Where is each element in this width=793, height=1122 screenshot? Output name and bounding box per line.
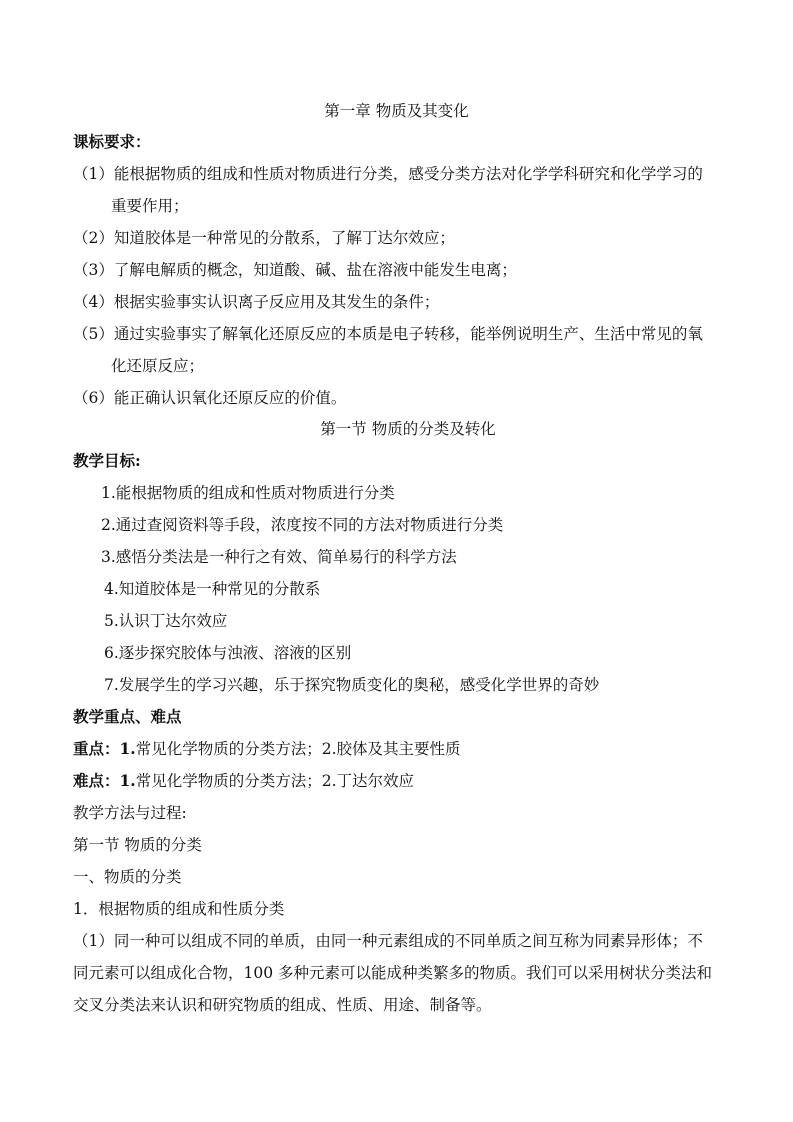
- item-number: （6）: [73, 389, 114, 407]
- objective-item-1: 1.能根据物质的组成和性质对物质进行分类: [101, 484, 395, 502]
- item-number: （4）: [73, 293, 114, 311]
- method-section-title: 第一节 物质的分类: [73, 836, 202, 854]
- item-number: （1）: [73, 165, 114, 183]
- item-text: 知道胶体是一种常见的分散系，了解丁达尔效应；: [113, 229, 455, 247]
- method-heading: 教学方法与过程:: [73, 804, 187, 822]
- curriculum-item-4: [73, 291, 439, 313]
- difficult-text: 常见化学物质的分类方法；2.丁达尔效应: [135, 772, 414, 790]
- objective-item-4: 4.知道胶体是一种常见的分散系: [104, 580, 321, 598]
- method-paragraph-line-1: （1）同一种可以组成不同的单质，由同一种元素组成的不同单质之间互称为同素异形体；不: [73, 932, 703, 950]
- curriculum-item-5: [73, 323, 703, 345]
- curriculum-item-2: [73, 227, 455, 249]
- key-text: 常见化学物质的分类方法；2.胶体及其主要性质: [135, 740, 461, 758]
- curriculum-item-6: [73, 387, 346, 409]
- curriculum-item-3: [73, 259, 517, 281]
- key-text-number: 1.: [119, 739, 136, 758]
- curriculum-item-1: [73, 163, 703, 185]
- curriculum-item-1-continuation: 重要作用；: [111, 197, 189, 215]
- key-point-line: [73, 738, 461, 760]
- method-paragraph-line-2: 同元素可以组成化合物，100 多种元素可以能成种类繁多的物质。我们可以采用树状分类法和: [73, 964, 713, 982]
- section-title: 第一节 物质的分类及转化: [320, 420, 496, 438]
- method-part-title: 一、物质的分类: [73, 868, 182, 886]
- difficult-point-line: [73, 770, 414, 792]
- curriculum-heading: 课标要求：: [73, 132, 151, 151]
- chapter-title: 第一章 物质及其变化: [324, 102, 469, 120]
- item-text: 通过实验事实了解氧化还原反应的本质是电子转移，能举例说明生产、生活中常见的氧: [113, 325, 703, 343]
- objective-item-2: 2.通过查阅资料等手段，浓度按不同的方法对物质进行分类: [101, 516, 504, 534]
- item-text: 根据实验事实认识离子反应用及其发生的条件；: [113, 293, 440, 311]
- item-number: （2）: [73, 229, 114, 247]
- objective-item-3: 3.感悟分类法是一种行之有效、简单易行的科学方法: [101, 548, 457, 566]
- difficult-text-number: 1.: [119, 771, 136, 790]
- item-number: （5）: [73, 325, 114, 343]
- curriculum-item-5-continuation: 化还原反应；: [111, 357, 205, 375]
- key-label: 重点：: [73, 739, 120, 758]
- objective-item-7: 7.发展学生的学习兴趣，乐于探究物质变化的奥秘，感受化学世界的奇妙: [104, 676, 600, 694]
- key-points-heading: 教学重点、难点: [73, 707, 182, 726]
- item-number: （3）: [73, 261, 114, 279]
- objectives-heading: 教学目标:: [73, 451, 141, 470]
- difficult-label: 难点：: [73, 771, 120, 790]
- method-sub-title: 1．根据物质的组成和性质分类: [73, 900, 285, 918]
- item-text: 能正确认识氧化还原反应的价值。: [113, 389, 347, 407]
- item-text: 了解电解质的概念，知道酸、碱、盐在溶液中能发生电离；: [113, 261, 517, 279]
- objective-item-6: 6.逐步探究胶体与浊液、溶液的区别: [104, 644, 352, 662]
- item-text: 能根据物质的组成和性质对物质进行分类，感受分类方法对化学学科研究和化学学习的: [113, 165, 703, 183]
- method-paragraph-line-3: 交叉分类法来认识和研究物质的组成、性质、用途、制备等。: [73, 996, 492, 1014]
- objective-item-5: 5.认识丁达尔效应: [104, 612, 228, 630]
